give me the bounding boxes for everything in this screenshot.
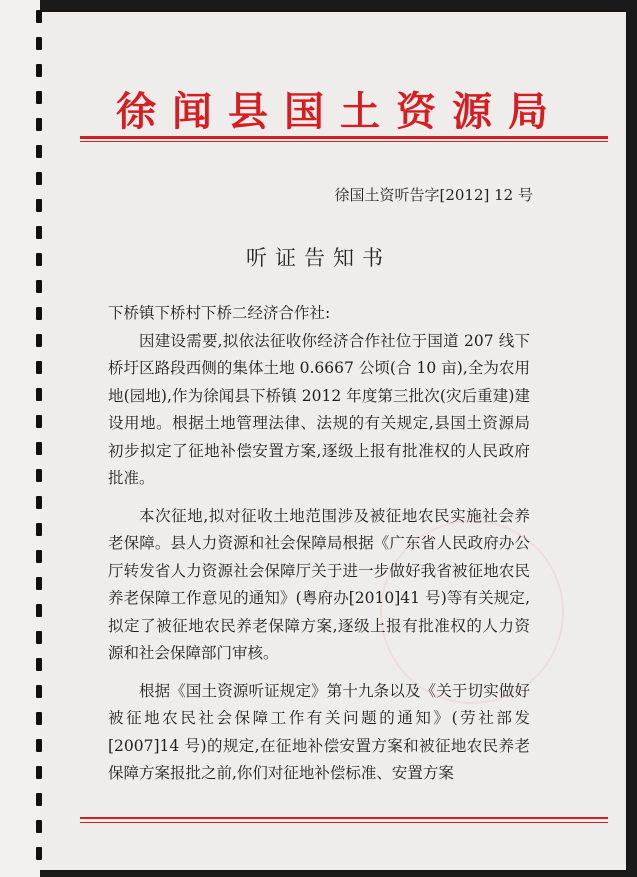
binder-hole-mark <box>36 10 42 23</box>
binder-hole-mark <box>36 604 42 617</box>
binder-hole-mark <box>36 631 42 644</box>
binder-hole-mark <box>36 280 42 293</box>
binder-hole-mark <box>36 91 42 104</box>
footer-rule-thick <box>80 817 608 819</box>
binder-hole-mark <box>36 820 42 833</box>
binder-hole-mark <box>36 118 42 131</box>
binder-hole-mark <box>36 496 42 509</box>
letterhead-rule-thin <box>80 141 608 142</box>
binder-hole-mark <box>36 388 42 401</box>
binder-strip <box>0 0 40 877</box>
salutation: 下桥镇下桥村下桥二经济合作社: <box>108 304 331 322</box>
binder-hole-mark <box>36 64 42 77</box>
binder-hole-mark <box>36 550 42 563</box>
binder-hole-mark <box>36 334 42 347</box>
footer-rule-thin <box>80 822 608 823</box>
binder-hole-mark <box>36 145 42 158</box>
binder-hole-mark <box>36 415 42 428</box>
binder-hole-mark <box>36 361 42 374</box>
binder-hole-mark <box>36 442 42 455</box>
binder-hole-mark <box>36 577 42 590</box>
binder-hole-mark <box>36 793 42 806</box>
document-title: 听证告知书 <box>246 246 391 270</box>
paragraph-3: 根据《国土资源听证规定》第十九条以及《关于切实做好被征地农民社会保障工作有关问题的通知》(劳社部发[2007]14 号)的规定,在征地补偿安置方案和被征地农民养老保障方案报批之前,你们对征地补偿标准、安置方案 <box>108 681 530 782</box>
document-number: 徐国土资听告字[2012] 12 号 <box>334 186 533 204</box>
paragraph-2: 本次征地,拟对征收土地范围涉及被征地农民实施社会养老保障。县人力资源和社会保障局根据《广东省人民政府办公厅转发省人力资源社会保障厅关于进一步做好我省被征地农民养老保障工作意见的通知》(粤府办[2010]41 号)等有关规定,拟定了被征地农民养老保障方案,逐级上报有批准权的人力资源和社会保障部门审核。 <box>108 506 530 662</box>
binder-hole-mark <box>36 199 42 212</box>
binder-hole-mark <box>36 226 42 239</box>
faint-seal-impression <box>380 520 564 704</box>
binder-hole-mark <box>36 658 42 671</box>
binder-hole-mark <box>36 172 42 185</box>
letterhead-org-name: 徐闻县国土资源局 <box>116 88 564 135</box>
binder-hole-mark <box>36 523 42 536</box>
binder-hole-mark <box>36 469 42 482</box>
paragraph-1: 因建设需要,拟依法征收你经济合作社位于国道 207 线下桥圩区路段西侧的集体土地 0.6667 公顷(合 10 亩),全为农用地(园地),作为徐闻县下桥镇 2012 年度第三批次(灾后重建)建设用地。根据土地管理法律、法规的有关规定,县国土资源局初步拟定了征地补偿安置方案,逐级上报有批准权的人民政府批准。 <box>108 331 530 487</box>
binder-hole-mark <box>36 307 42 320</box>
binder-hole-mark <box>36 685 42 698</box>
binder-hole-mark <box>36 37 42 50</box>
binder-hole-mark <box>36 766 42 779</box>
binder-hole-mark <box>36 712 42 725</box>
binder-hole-mark <box>36 847 42 860</box>
letterhead-rule-thick <box>80 136 608 139</box>
binder-hole-mark <box>36 739 42 752</box>
